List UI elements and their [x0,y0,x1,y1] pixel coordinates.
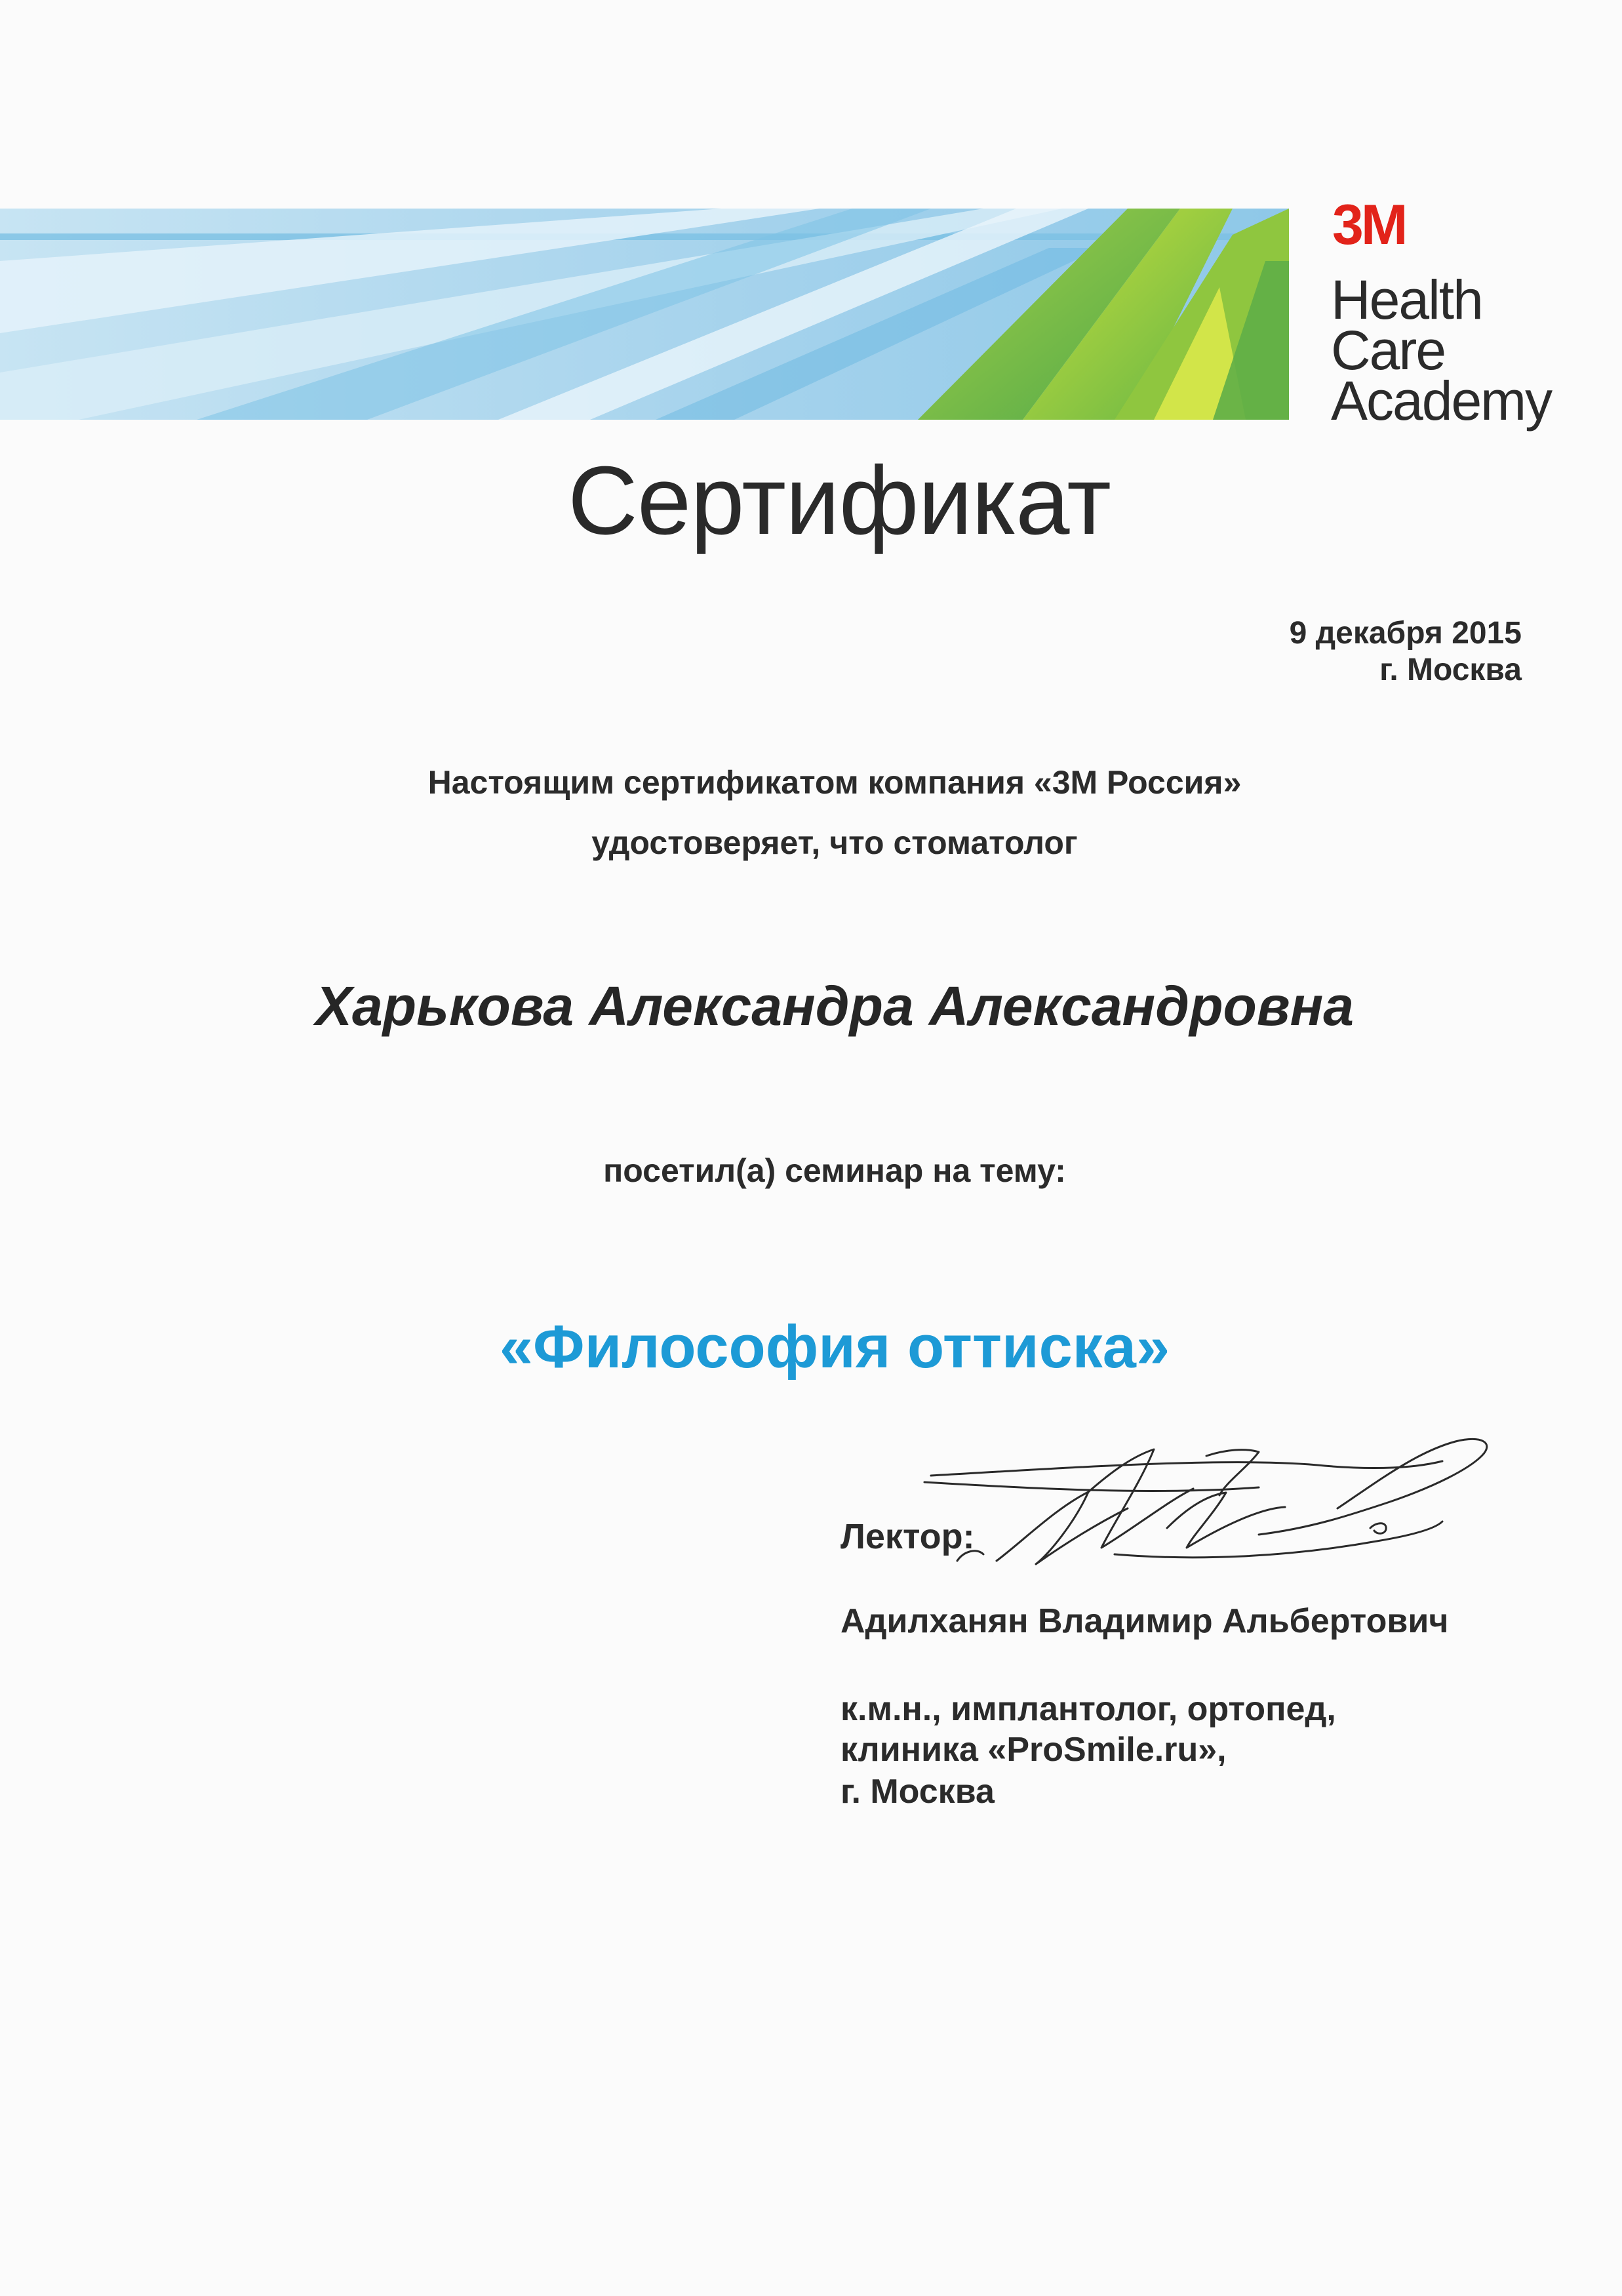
lecturer-name: Адилханян Владимир Альбертович [841,1602,1449,1640]
brand-3m-logo: 3M [1332,193,1406,256]
lecturer-credentials-line-1: к.м.н., имплантолог, ортопед, [841,1690,1336,1728]
intro-line-1: Настоящим сертификатом компания «3М Россия» [427,764,1242,801]
signature-icon [918,1430,1508,1587]
lecturer-label: Лектор: [841,1517,975,1556]
issue-date: 9 декабря 2015 [1289,616,1522,651]
intro-line-2: удостоверяет, что стоматолог [591,824,1078,861]
brand-line-care: Care [1331,319,1446,381]
decorative-banner [0,209,1289,420]
issue-city: г. Москва [1379,653,1522,687]
brand-line-health: Health [1331,269,1482,331]
recipient-name: Харькова Александра Александровна [315,975,1355,1037]
attended-line: посетил(а) семинар на тему: [603,1152,1066,1189]
certificate-title: Сертификат [568,447,1111,555]
brand-line-academy: Academy [1331,370,1552,432]
lecturer-credentials-line-3: г. Москва [841,1773,995,1811]
lecturer-credentials-line-2: клиника «ProSmile.ru», [841,1731,1227,1769]
seminar-topic: «Философия оттиска» [499,1314,1170,1380]
